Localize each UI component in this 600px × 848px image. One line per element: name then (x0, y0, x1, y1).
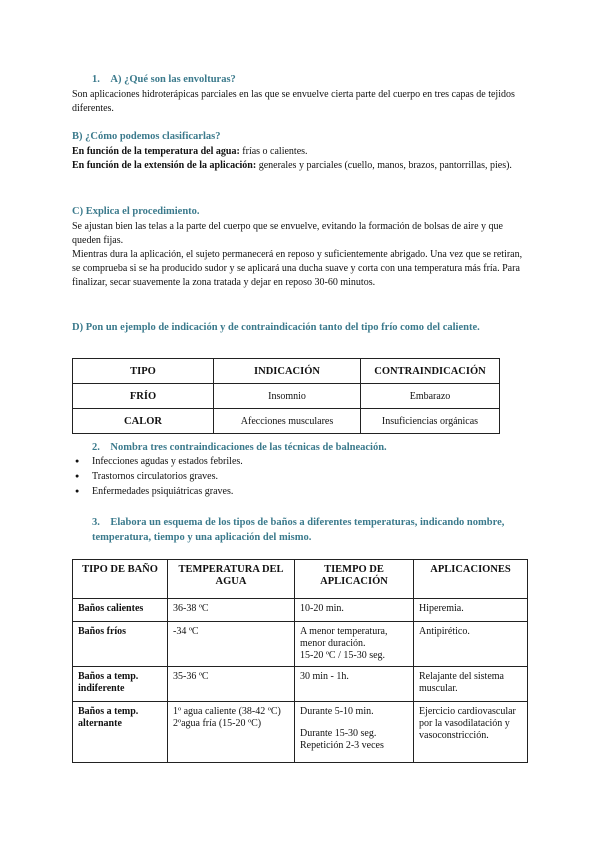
table-cell: Ejercicio cardiovascular por la vasodilatación y vasoconstricción. (414, 702, 528, 763)
cell-line: 15-20 ºC / 15-30 seg. (300, 650, 386, 661)
section-number: 1. (92, 74, 100, 85)
table-cell: 30 min - 1h. (295, 667, 414, 702)
question-1d: D) Pon un ejemplo de indicación y de contraindicación tanto del tipo frío como del caliente. (72, 322, 480, 333)
contraindication-list (72, 454, 243, 499)
answer-1b-label-1: En función de la temperatura del agua: (72, 146, 240, 157)
section-number: 2. (92, 442, 100, 453)
table-row (73, 667, 528, 702)
answer-1a: Son aplicaciones hidroterápicas parciales en las que se envuelve cierta parte del cuerpo en tres capas de tejidos diferentes. (72, 89, 515, 114)
cell-line: A menor temperatura, menor duración. (300, 626, 388, 649)
answer-1b (72, 145, 532, 173)
table-cell: Baños fríos (73, 622, 168, 667)
table-header-row (73, 560, 528, 599)
question-1c: C) Explica el procedimiento. (72, 206, 200, 217)
table-cell: FRÍO (73, 384, 214, 409)
table-cell (295, 702, 414, 763)
table-row (73, 622, 528, 667)
answer-1b-text-1: frías o calientes. (239, 146, 308, 157)
cell-line: Durante 5-10 min. (300, 706, 374, 717)
table-header-cell: TIPO (73, 359, 214, 384)
table-cell: Baños a temp. alternante (73, 702, 168, 763)
list-item: ● Infecciones agudas y estados febriles. (72, 454, 243, 469)
question-text: Nombra tres contraindicaciones de las técnicas de balneación. (110, 442, 387, 453)
table-row (73, 599, 528, 622)
table-header-cell: TIPO DE BAÑO (73, 560, 168, 599)
table-cell: CALOR (73, 409, 214, 434)
table-header-row (73, 359, 500, 384)
question-1a (92, 74, 236, 85)
table-header-cell: APLICACIONES (414, 560, 528, 599)
question-2 (92, 442, 387, 453)
table-row (73, 409, 500, 434)
table-cell: 35-36 ºC (168, 667, 295, 702)
table-cell (168, 702, 295, 763)
table-cell: Relajante del sistema muscular. (414, 667, 528, 702)
table-cell: Afecciones musculares (214, 409, 361, 434)
table-header-cell: INDICACIÓN (214, 359, 361, 384)
list-item: ● Trastornos circulatorios graves. (72, 469, 243, 484)
answer-1b-label-2: En función de la extensión de la aplicación: (72, 160, 257, 171)
question-1b: B) ¿Cómo podemos clasificarlas? (72, 131, 221, 142)
table-cell: Insuficiencias orgánicas (361, 409, 500, 434)
table-cell: Antipirético. (414, 622, 528, 667)
indication-table (72, 358, 500, 434)
cell-line: 1º agua caliente (38-42 ºC) (173, 706, 281, 717)
cell-line: Durante 15-30 seg. (300, 728, 377, 739)
table-cell: Baños calientes (73, 599, 168, 622)
table-cell: 10-20 min. (295, 599, 414, 622)
table-header-cell: CONTRAINDICACIÓN (361, 359, 500, 384)
table-header-cell: TEMPERATURA DEL AGUA (168, 560, 295, 599)
table-cell: Baños a temp. indiferente (73, 667, 168, 702)
cell-line: 2ºagua fría (15-20 ºC) (173, 718, 262, 729)
cell-line: Repetición 2-3 veces (300, 740, 384, 751)
bath-types-table (72, 559, 528, 763)
list-item: ● Enfermedades psiquiátricas graves. (72, 484, 243, 499)
question-text: Elabora un esquema de los tipos de baños a diferentes temperaturas, indicando nombre, temperatura, tiempo y una aplicación del mismo. (92, 517, 505, 543)
section-number: 3. (92, 517, 100, 528)
answer-1c-paragraph-2: Mientras dura la aplicación, el sujeto permanecerá en reposo y suficientemente abrigado. Una vez que se retiran, se comprueba si se ha producido sudor y se aplicará una ducha suave y corta con una temperatura más fría. Para finalizar, secar suavemente la zona tratada y dejar en reposo 30-60 minutos. (72, 249, 523, 288)
table-cell: Hiperemia. (414, 599, 528, 622)
answer-1b-text-2: generales y parciales (cuello, manos, brazos, pantorrillas, pies). (256, 160, 512, 171)
question-3 (92, 515, 532, 545)
table-cell (295, 622, 414, 667)
table-cell: Embarazo (361, 384, 500, 409)
table-row (73, 702, 528, 763)
table-cell: 36-38 ºC (168, 599, 295, 622)
answer-1c-paragraph-1: Se ajustan bien las telas a la parte del cuerpo que se envuelve, evitando la formación de bolsas de aire y que queden fijas. (72, 221, 503, 246)
table-header-cell: TIEMPO DE APLICACIÓN (295, 560, 414, 599)
question-text: A) ¿Qué son las envolturas? (110, 74, 236, 85)
table-row (73, 384, 500, 409)
table-cell: -34 ºC (168, 622, 295, 667)
table-cell: Insomnio (214, 384, 361, 409)
